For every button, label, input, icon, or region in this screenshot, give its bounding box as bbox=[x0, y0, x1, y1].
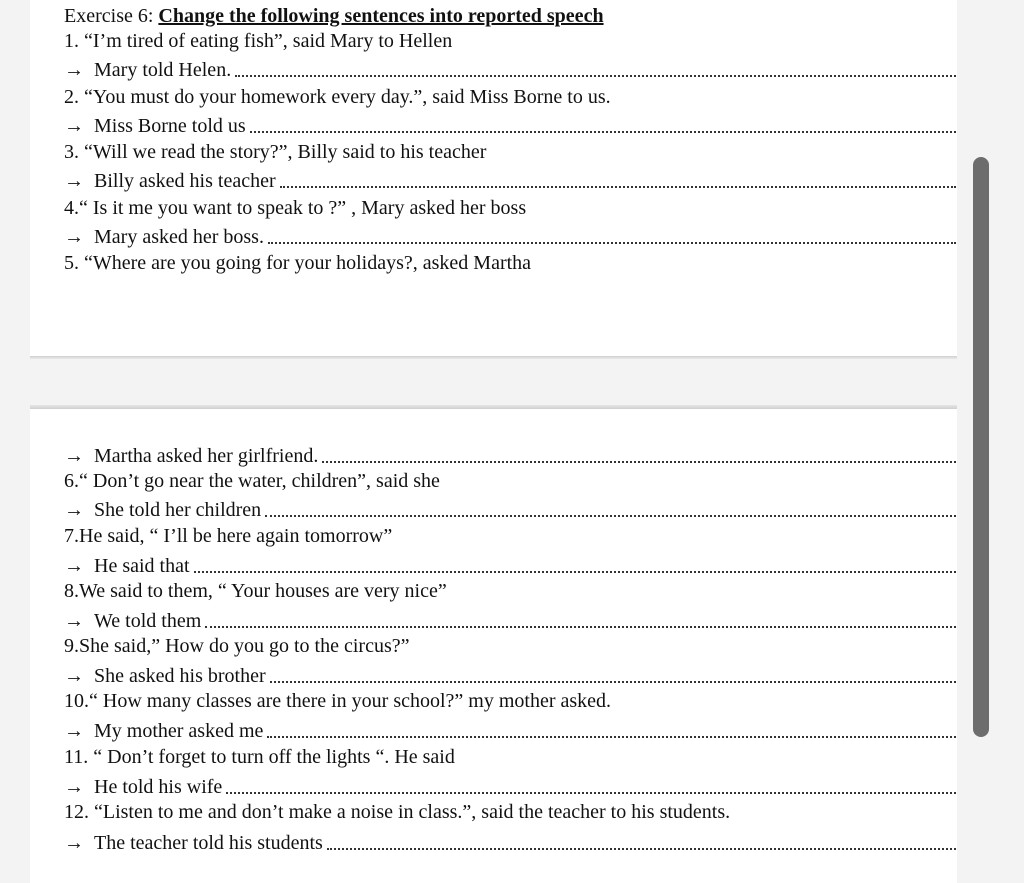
dotted-answer-blank bbox=[327, 844, 956, 850]
answer-prompt: Billy asked his teacher bbox=[94, 170, 276, 192]
answer-line-5 bbox=[64, 444, 956, 468]
question-9: 9.She said,” How do you go to the circus?” bbox=[64, 635, 410, 657]
question-12: 12. “Listen to me and don’t make a noise in class.”, said the teacher to his students. bbox=[64, 801, 731, 823]
answer-line-4 bbox=[64, 225, 956, 249]
answer-line-11 bbox=[64, 775, 956, 799]
question-4: 4.“ Is it me you want to speak to ?” , Mary asked her boss bbox=[64, 197, 527, 219]
arrow-icon: → bbox=[64, 170, 84, 192]
answer-prompt: We told them bbox=[94, 610, 202, 632]
question-1: 1. “I’m tired of eating fish”, said Mary to Hellen bbox=[64, 30, 453, 52]
answer-prompt: Miss Borne told us bbox=[94, 115, 246, 137]
exercise-title: Change the following sentences into reported speech bbox=[158, 5, 604, 27]
answer-line-8 bbox=[64, 609, 956, 633]
dotted-answer-blank bbox=[268, 238, 956, 244]
question-2: 2. “You must do your homework every day.”, said Miss Borne to us. bbox=[64, 86, 611, 108]
dotted-answer-blank bbox=[270, 677, 956, 683]
arrow-icon: → bbox=[64, 555, 84, 577]
answer-prompt: She asked his brother bbox=[94, 665, 266, 687]
answer-line-9 bbox=[64, 664, 956, 688]
arrow-icon: → bbox=[64, 499, 84, 521]
dotted-answer-blank bbox=[322, 457, 956, 463]
answer-prompt: He said that bbox=[94, 555, 190, 577]
vertical-scrollbar-thumb[interactable] bbox=[973, 157, 989, 737]
arrow-icon: → bbox=[64, 115, 84, 137]
page-gap-top-edge bbox=[30, 356, 957, 359]
answer-line-12 bbox=[64, 831, 956, 855]
arrow-icon: → bbox=[64, 445, 84, 467]
answer-line-10 bbox=[64, 719, 956, 743]
answer-line-1 bbox=[64, 58, 956, 82]
dotted-answer-blank bbox=[194, 567, 956, 573]
arrow-icon: → bbox=[64, 776, 84, 798]
exercise-prefix: Exercise 6: bbox=[64, 5, 159, 27]
question-11: 11. “ Don’t forget to turn off the lights “. He said bbox=[64, 746, 455, 768]
answer-line-3 bbox=[64, 169, 956, 193]
arrow-icon: → bbox=[64, 226, 84, 248]
dotted-answer-blank bbox=[265, 511, 956, 517]
answer-prompt: My mother asked me bbox=[94, 720, 264, 742]
answer-prompt: He told his wife bbox=[94, 776, 223, 798]
question-5: 5. “Where are you going for your holidays?, asked Martha bbox=[64, 252, 532, 274]
answer-prompt: Mary told Helen. bbox=[94, 59, 232, 81]
dotted-answer-blank bbox=[205, 622, 956, 628]
answer-prompt: The teacher told his students bbox=[94, 832, 323, 854]
dotted-answer-blank bbox=[235, 71, 956, 77]
question-7: 7.He said, “ I’ll be here again tomorrow” bbox=[64, 525, 393, 547]
answer-line-2 bbox=[64, 114, 956, 138]
answer-prompt: Martha asked her girlfriend. bbox=[94, 445, 319, 467]
arrow-icon: → bbox=[64, 720, 84, 742]
arrow-icon: → bbox=[64, 610, 84, 632]
answer-line-6 bbox=[64, 498, 956, 522]
arrow-icon: → bbox=[64, 832, 84, 854]
question-8: 8.We said to them, “ Your houses are very nice” bbox=[64, 580, 447, 602]
answer-line-7 bbox=[64, 554, 956, 578]
question-3: 3. “Will we read the story?”, Billy said to his teacher bbox=[64, 141, 487, 163]
exercise-heading bbox=[64, 4, 604, 28]
arrow-icon: → bbox=[64, 665, 84, 687]
dotted-answer-blank bbox=[280, 182, 956, 188]
dotted-answer-blank bbox=[267, 732, 956, 738]
arrow-icon: → bbox=[64, 59, 84, 81]
dotted-answer-blank bbox=[226, 788, 956, 794]
question-6: 6.“ Don’t go near the water, children”, said she bbox=[64, 470, 440, 492]
question-10: 10.“ How many classes are there in your school?” my mother asked. bbox=[64, 690, 612, 712]
answer-prompt: Mary asked her boss. bbox=[94, 226, 264, 248]
answer-prompt: She told her children bbox=[94, 499, 262, 521]
dotted-answer-blank bbox=[250, 127, 956, 133]
